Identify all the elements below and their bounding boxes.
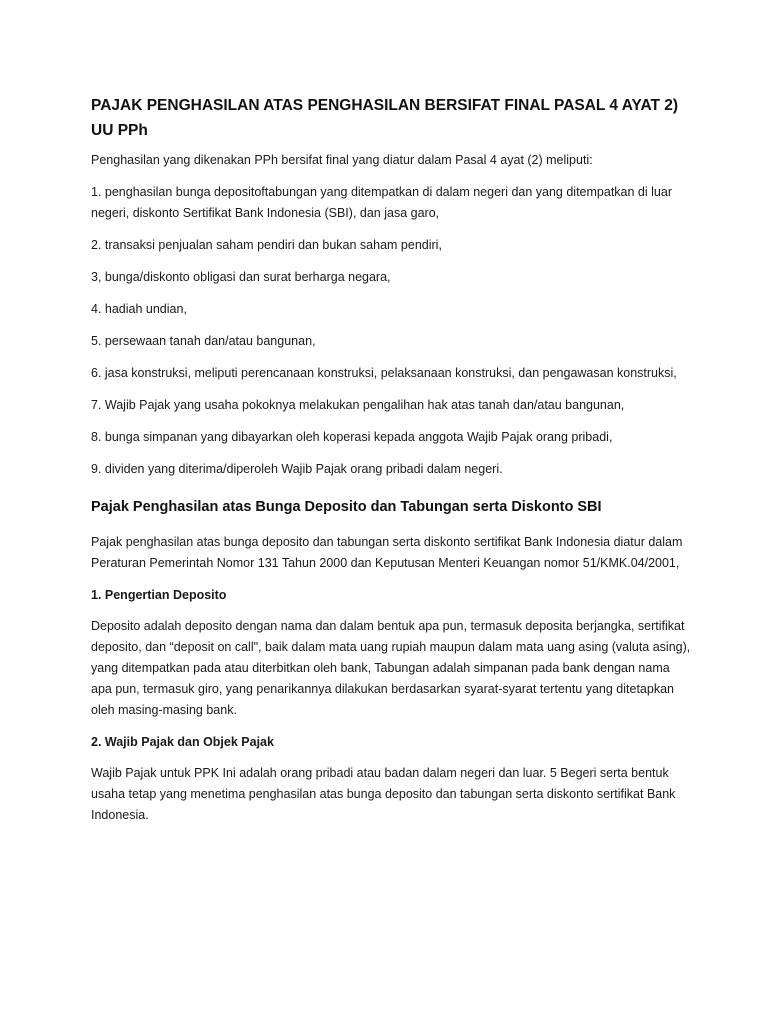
subsection-heading-wajib-pajak: 2. Wajib Pajak dan Objek Pajak [91, 735, 274, 749]
document-title: PAJAK PENGHASILAN ATAS PENGHASILAN BERSIFAT FINAL PASAL 4 AYAT 2) UU PPh [91, 97, 679, 139]
list-item: 1. penghasilan bunga depositoftabungan yang ditempatkan di dalam negeri dan yang ditempatkan di luar negeri, diskonto Sertifikat Bank Indonesia (SBI), dan jasa garo, [91, 185, 672, 220]
intro-paragraph: Penghasilan yang dikenakan PPh bersifat final yang diatur dalam Pasal 4 ayat (2) meliputi: [91, 153, 593, 167]
subsection-heading-deposito: 1. Pengertian Deposito [91, 588, 227, 602]
list-item: 4. hadiah undian, [91, 302, 187, 316]
list-item: 9. dividen yang diterima/diperoleh Wajib Pajak orang pribadi dalam negeri. [91, 462, 503, 476]
list-item: 8. bunga simpanan yang dibayarkan oleh koperasi kepada anggota Wajib Pajak orang pribadi, [91, 430, 613, 444]
subsection-body-wajib-pajak: Wajib Pajak untuk PPK Ini adalah orang pribadi atau badan dalam negeri dan luar. 5 Begeri serta bentuk usaha tetap yang menetima penghasilan atas bunga deposito dan tabungan serta diskonto sertifikat Bank Indonesia. [91, 766, 676, 822]
document-body [91, 93, 691, 837]
section-intro-paragraph: Pajak penghasilan atas bunga deposito dan tabungan serta diskonto sertifikat Bank Indonesia diatur dalam Peraturan Pemerintah Nomor 131 Tahun 2000 dan Keputusan Menteri Keuangan nomor 51/KMK.04/2001, [91, 535, 683, 570]
subsection-body-deposito: Deposito adalah deposito dengan nama dan dalam bentuk apa pun, termasuk deposita berjangka, sertifikat deposito, dan “deposit on call", baik dalam mata uang rupiah maupun dalam mata uang asing (valuta asing), yang ditempatkan pada atau diterbitkan oleh bank, Tabungan adalah simpanan pada bank dengan nama apa pun, termasuk giro, yang penarikannya dilakukan berdasarkan syarat-syarat tertentu yang ditetapkan oleh masing-masing bank. [91, 619, 691, 717]
list-item: 6. jasa konstruksi, meliputi perencanaan konstruksi, pelaksanaan konstruksi, dan pengawasan konstruksi, [91, 366, 677, 380]
section-heading: Pajak Penghasilan atas Bunga Deposito dan Tabungan serta Diskonto SBI [91, 499, 602, 515]
list-item: 5. persewaan tanah dan/atau bangunan, [91, 334, 316, 348]
list-item: 7. Wajib Pajak yang usaha pokoknya melakukan pengalihan hak atas tanah dan/atau bangunan, [91, 398, 625, 412]
list-item: 2. transaksi penjualan saham pendiri dan bukan saham pendiri, [91, 238, 442, 252]
income-list [91, 182, 691, 480]
list-item: 3, bunga/diskonto obligasi dan surat berharga negara, [91, 270, 391, 284]
